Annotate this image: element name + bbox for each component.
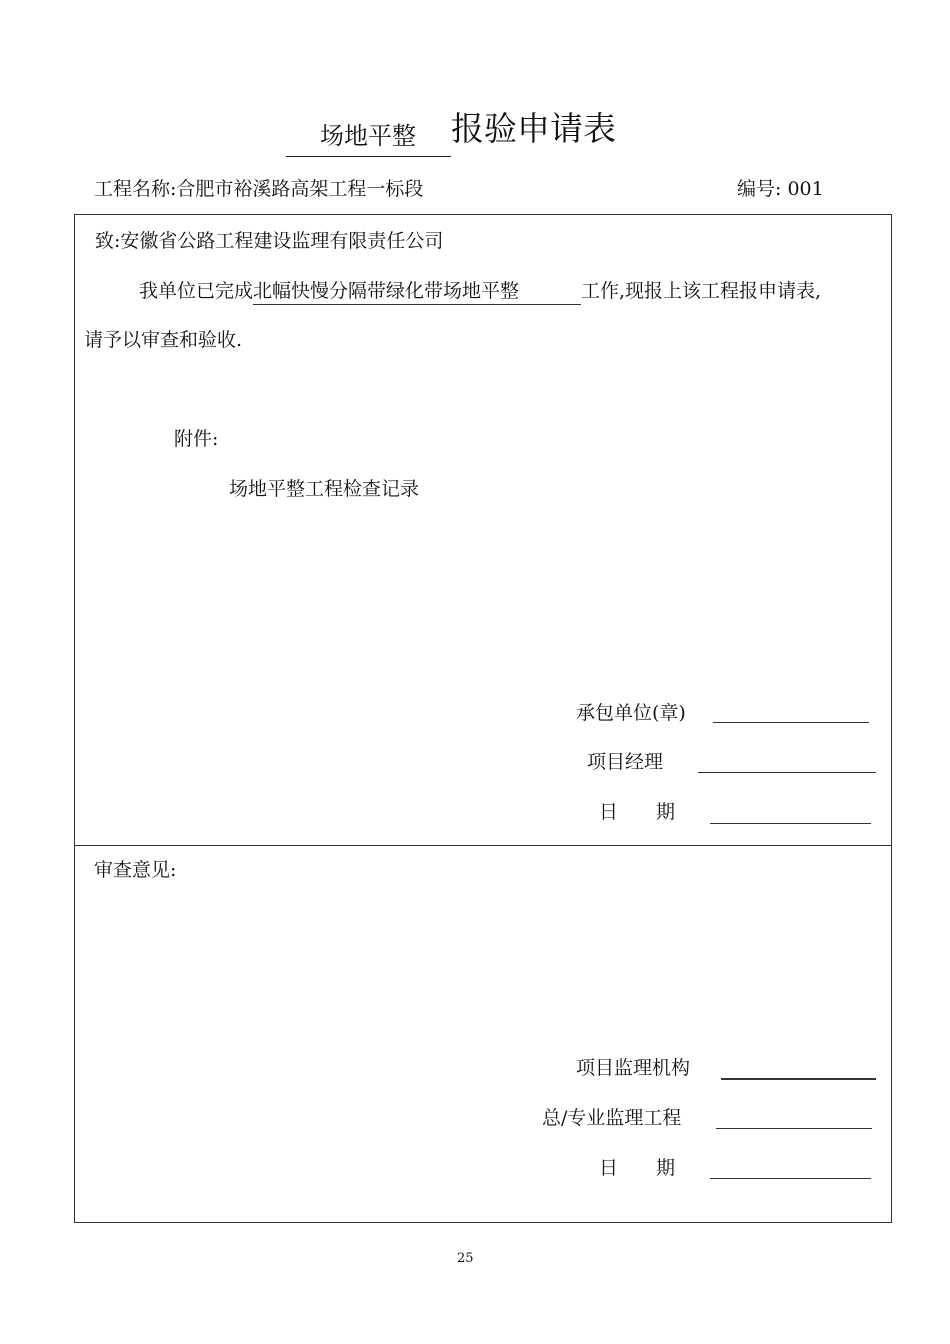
supervision-agency-label: 项目监理机构 <box>576 1057 691 1079</box>
addressee-company: 安徽省公路工程建设监理有限责任公司 <box>120 230 444 252</box>
attachment-label: 附件: <box>174 428 219 450</box>
contractor-label: 承包单位(章) <box>576 702 686 724</box>
supervision-agency-signature-line <box>721 1078 876 1080</box>
project-manager-label: 项目经理 <box>587 751 664 773</box>
application-date-label: 日 期 <box>599 801 676 823</box>
title-work-name: 场地平整 <box>320 122 416 150</box>
document-number-label: 编号: <box>737 178 782 200</box>
statement-suffix: 工作,现报上该工程报申请表, <box>581 280 822 302</box>
statement-continuation: 请予以审查和验收. <box>84 329 243 351</box>
contractor-signature-line <box>713 722 869 723</box>
project-manager-signature-line <box>698 772 876 773</box>
review-opinion-label: 审查意见: <box>94 859 177 881</box>
completed-work-item: 北幅快慢分隔带绿化带场地平整 <box>253 276 581 305</box>
project-name-label: 工程名称: <box>94 178 177 200</box>
application-date-line <box>710 823 871 824</box>
page-number: 25 <box>457 1251 474 1266</box>
application-section <box>74 214 892 846</box>
review-date-line <box>710 1178 871 1179</box>
document-number-value: 001 <box>787 178 824 200</box>
review-date-label: 日 期 <box>599 1157 676 1179</box>
supervising-engineer-label: 总/专业监理工程 <box>542 1107 682 1129</box>
project-name-row <box>94 174 423 201</box>
supervising-engineer-signature-line <box>716 1128 872 1129</box>
addressee-label: 致: <box>95 230 121 252</box>
addressee-row <box>95 226 443 253</box>
document-number-row <box>737 174 824 201</box>
project-name-value: 合肥市裕溪路高架工程一标段 <box>176 178 424 200</box>
title-blank-field <box>286 112 451 157</box>
review-section <box>74 845 892 1223</box>
statement-prefix: 我单位已完成 <box>139 280 254 302</box>
application-statement <box>139 276 821 305</box>
attachment-item: 场地平整工程检查记录 <box>229 478 420 500</box>
page-title: 报验申请表 <box>451 109 616 148</box>
